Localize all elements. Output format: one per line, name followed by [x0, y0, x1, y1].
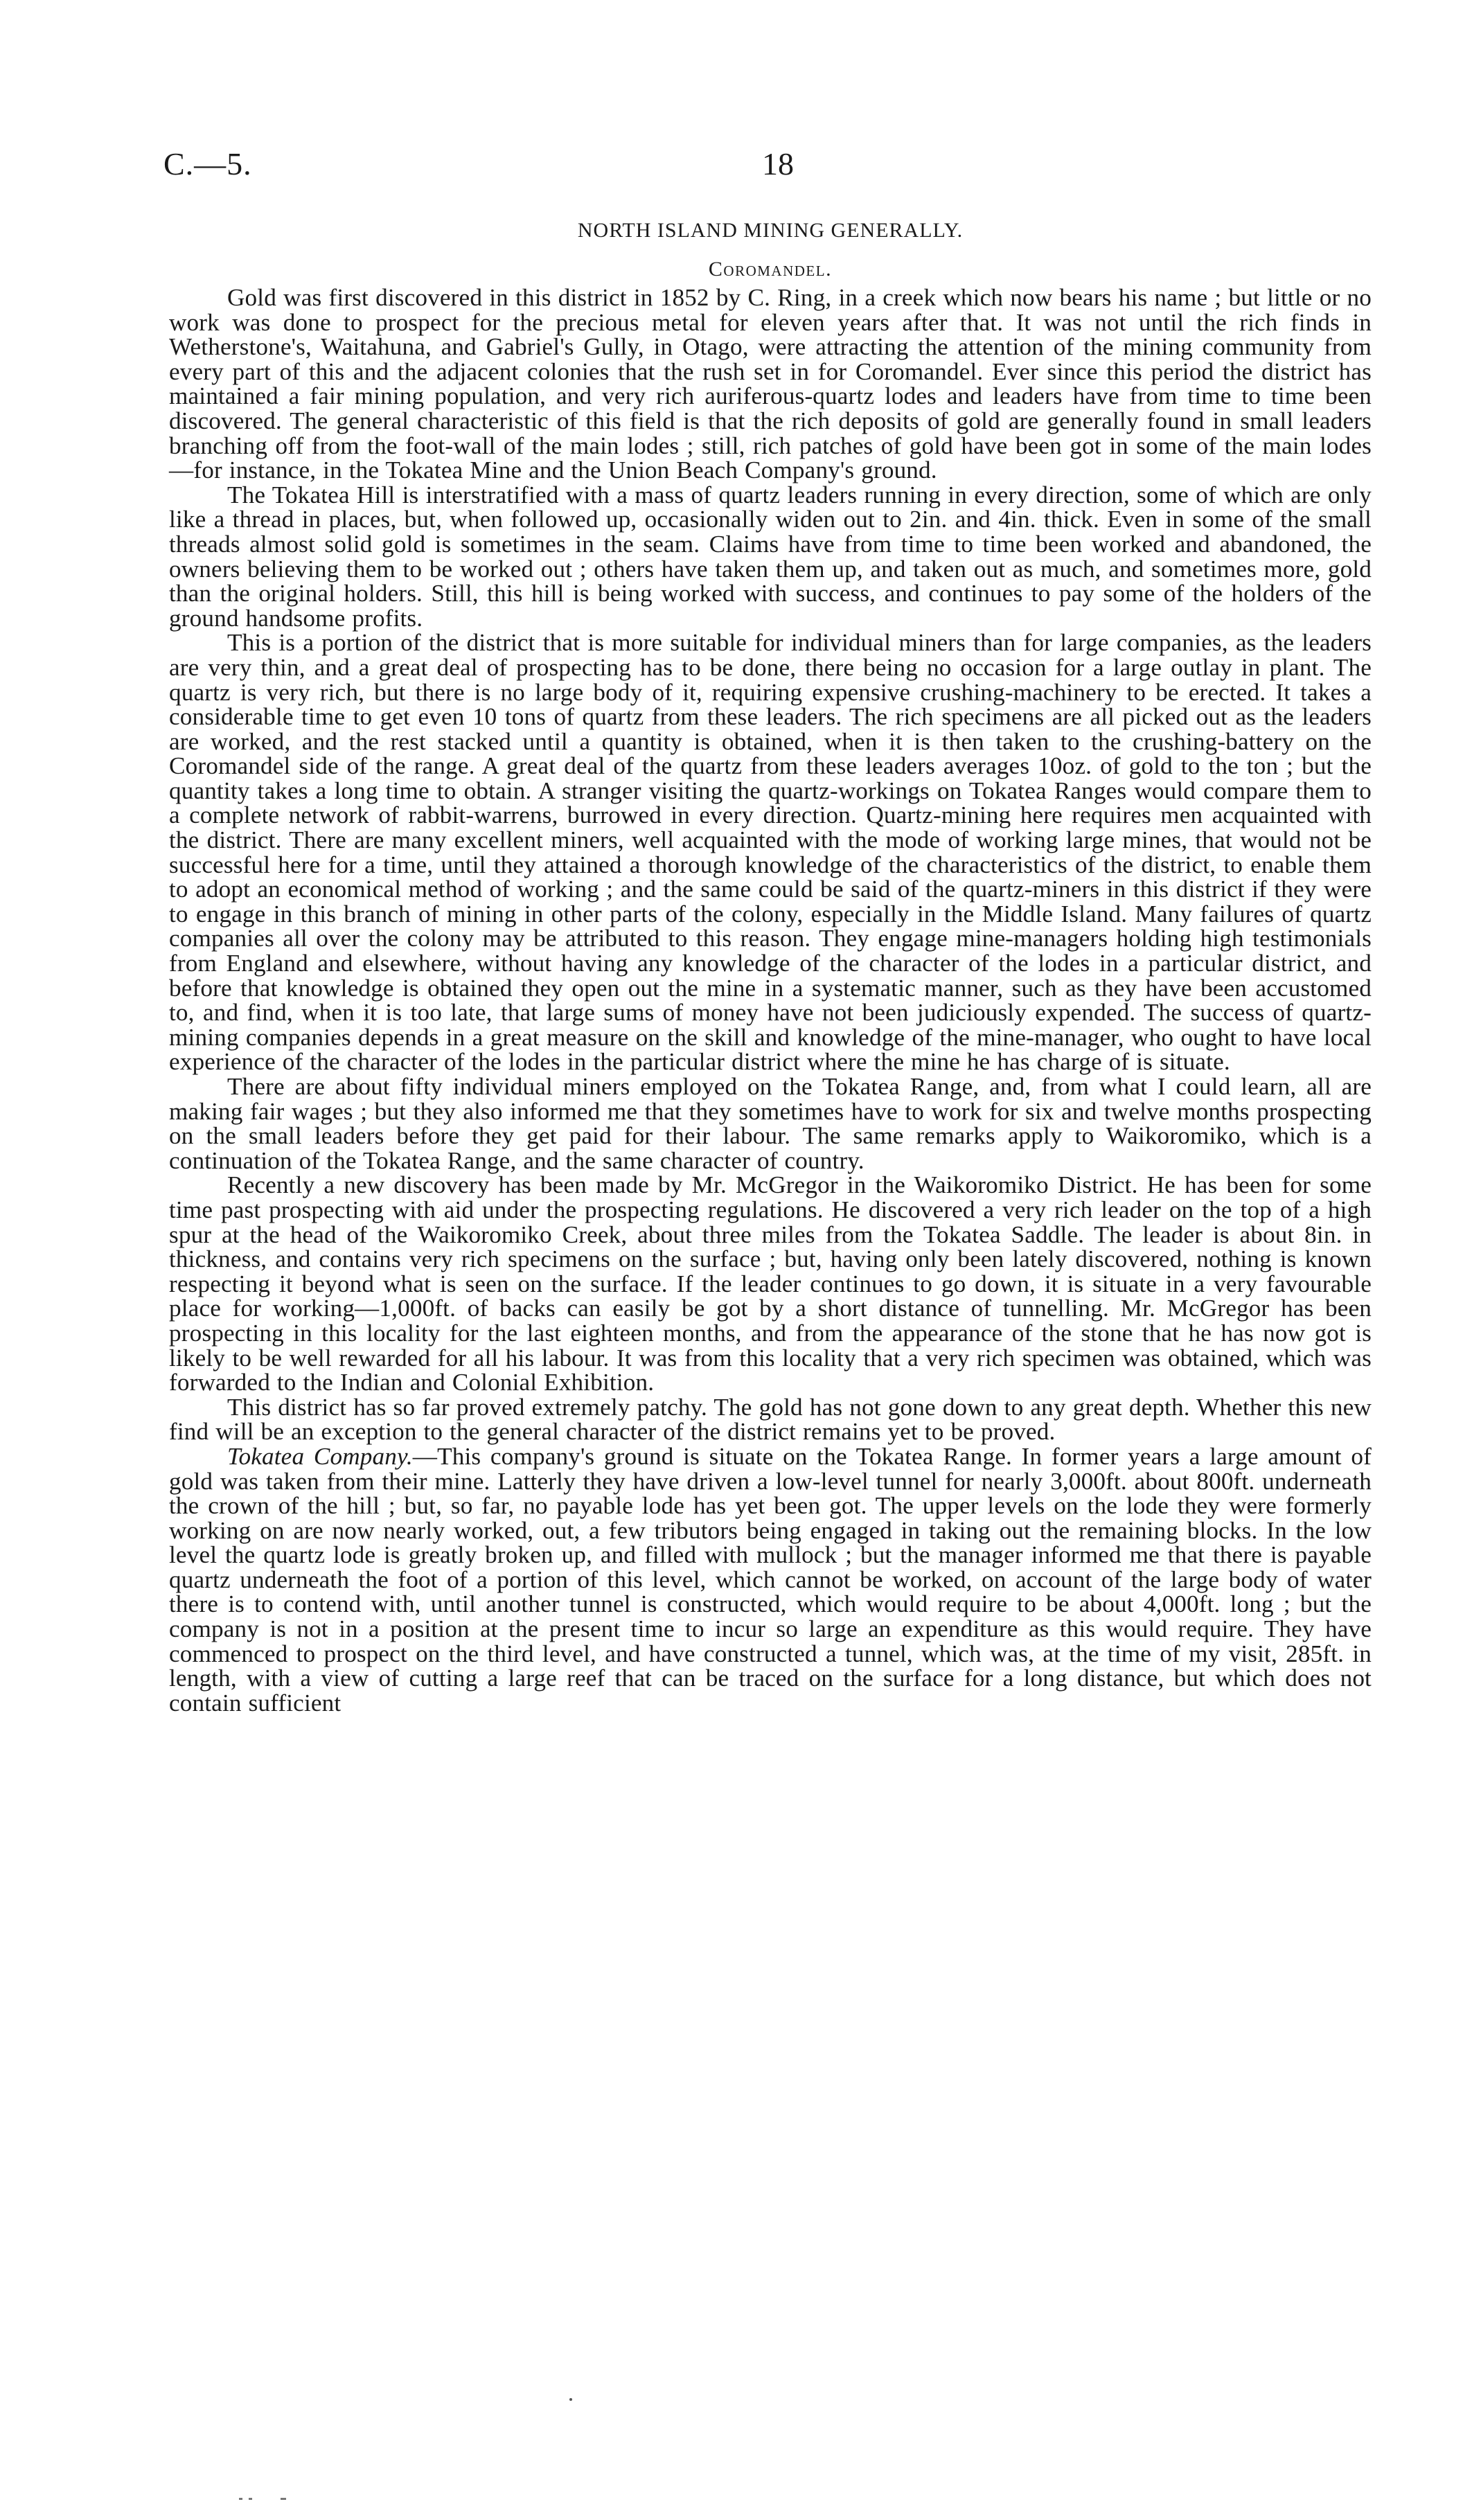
paragraph: [169, 1173, 1372, 1394]
paragraph-text: There are about fifty individual miners employed on the Tokatea Range, and, from what I could learn, all are making fair wages ; but they also informed me that they sometimes have to work for six and twelve months prospecting on the small leaders before they get paid for their labour. The same remarks apply to Waikoromiko, which is a continuation of the Tokatea Range, and the same character of country.: [169, 1073, 1372, 1174]
paragraph: [169, 630, 1372, 1074]
paragraph-text: Recently a new discovery has been made by Mr. McGregor in the Waikoromiko District. He has been for some time past prospecting with aid under the prospecting regulations. He discovered a very rich leader on the top of a high spur at the head of the Waikoromiko Creek, about three miles from the Tokatea Saddle. The leader is about 8in. in thickness, and contains very rich specimens on the surface ; but, having only been lately discovered, nothing is known respecting it beyond what is seen on the surface. If the leader continues to go down, it is situate in a very favourable place for working—1,000ft. of backs can easily be got by a short distance of tunnelling. Mr. McGregor has been prospecting in this locality for the last eighteen months, and from the appearance of the stone that he has now got is likely to be well rewarded for all his labour. It was from this locality that a very rich specimen was obtained, which was forwarded to the Indian and Colonial Exhibition.: [169, 1171, 1372, 1396]
paragraph: [169, 1074, 1372, 1173]
sub-title: Coromandel.: [708, 258, 833, 281]
paragraph: [169, 285, 1372, 483]
ink-specks: [239, 2498, 294, 2505]
paragraph: [169, 483, 1372, 631]
paragraph-text: —This company's ground is situate on the Tokatea Range. In former years a large amount of gold was taken from their mine. Latterly they have driven a low-level tunnel for nearly 3,000ft. about 800ft. underneath the crown of the hill ; but, so far, no payable lode has yet been got. The upper levels on the lode they were formerly working on are now nearly worked, out, a few tributors being engaged in taking out the remaining blocks. In the low level the quartz lode is greatly broken up, and filled with mullock ; but the manager informed me that there is payable quartz underneath the foot of a portion of this level, which cannot be worked, on account of the large body of water there is to contend with, until another tunnel is constructed, which would require to be about 4,000ft. long ; but the company is not in a position at the present time to incur so large an expenditure as this would require. They have commenced to prospect on the third level, and have constructed a tunnel, which was, at the time of my visit, 285ft. in length, with a view of cutting a large reef that can be traced on the surface for a long distance, but which does not contain sufficient: [169, 1442, 1372, 1716]
paragraph-text: The Tokatea Hill is interstratified with a mass of quartz leaders running in every direction, some of which are only like a thread in places, but, when followed up, occasionally widen out to 2in. and 4in. thick. Even in some of the small threads almost solid gold is sometimes in the seam. Claims have from time to time been worked and abandoned, the owners believing them to be worked out ; others have taken them up, and taken out as much, and sometimes more, gold than the original holders. Still, this hill is being worked with success, and continues to pay some of the holders of the ground handsome profits.: [169, 481, 1372, 632]
paragraph: [169, 1444, 1372, 1716]
paragraph-text: This district has so far proved extremely patchy. The gold has not gone down to any great depth. Whether this new find will be an exception to the general character of the district remains yet to be proved.: [169, 1393, 1372, 1446]
paragraph-lead: Tokatea Company.: [227, 1442, 413, 1470]
page-content: [169, 219, 1372, 1715]
paragraph-text: Gold was first discovered in this district in 1852 by C. Ring, in a creek which now bears his name ; but little or no work was done to prospect for the precious metal for eleven years after that. It was not until the rich finds in Wetherstone's, Waitahuna, and Gabriel's Gully, in Otago, were attracting the attention of the mining community from every part of this and the adjacent colonies that the rush set in for Coromandel. Ever since this period the district has maintained a fair mining population, and very rich auriferous-quartz lodes and leaders have from time to time been discovered. The general characteristic of this field is that the rich deposits of gold are generally found in small leaders branching off from the foot-wall of the main lodes ; still, rich patches of gold have been got in some of the main lodes—for instance, in the Tokatea Mine and the Union Beach Company's ground.: [169, 284, 1372, 484]
page-number: 18: [762, 146, 794, 181]
paragraph-text: This is a portion of the district that is more suitable for individual miners than for large companies, as the leaders are very thin, and a great deal of prospecting has to be done, there being no occasion for a large outlay in plant. The quartz is very rich, but there is no large body of it, requiring expensive crushing-machinery to be erected. It takes a considerable time to get even 10 tons of quartz from these leaders. The rich specimens are all picked out as the leaders are worked, and the rest stacked until a quantity is obtained, when it is then taken to the crushing-battery on the Coromandel side of the range. A great deal of the quartz from these leaders averages 10oz. of gold to the ton ; but the quantity takes a long time to obtain. A stranger visiting the quartz-workings on Tokatea Ranges would compare them to a complete network of rabbit-warrens, burrowed in every direction. Quartz-mining here requires men acquainted with the district. There are many excellent miners, well acquainted with the mode of working large mines, that would not be successful here for a time, until they attained a thorough knowledge of the characteristics of the district, to enable them to adopt an economical method of working ; and the same could be said of the quartz-miners in this district if they were to engage in this branch of mining in other parts of the colony, especially in the Middle Island. Many failures of quartz companies all over the colony may be attributed to this reason. They engage mine-managers holding high testimonials from England and elsewhere, without having any knowledge of the character of the lodes in a particular district, and before that knowledge is obtained they open out the mine in a systematic manner, such as they have been accustomed to, and find, when it is too late, that large sums of money have not been judiciously expended. The success of quartz-mining companies depends in a great measure on the skill and knowledge of the mine-manager, who ought to have local experience of the character of the lodes in the particular district where the mine he has charge of is situate.: [169, 629, 1372, 1076]
page-reference: C.—5.: [163, 146, 252, 181]
ink-dot: [569, 2398, 572, 2401]
paragraph: [169, 1395, 1372, 1444]
section-title: NORTH ISLAND MINING GENERALLY.: [577, 219, 964, 242]
